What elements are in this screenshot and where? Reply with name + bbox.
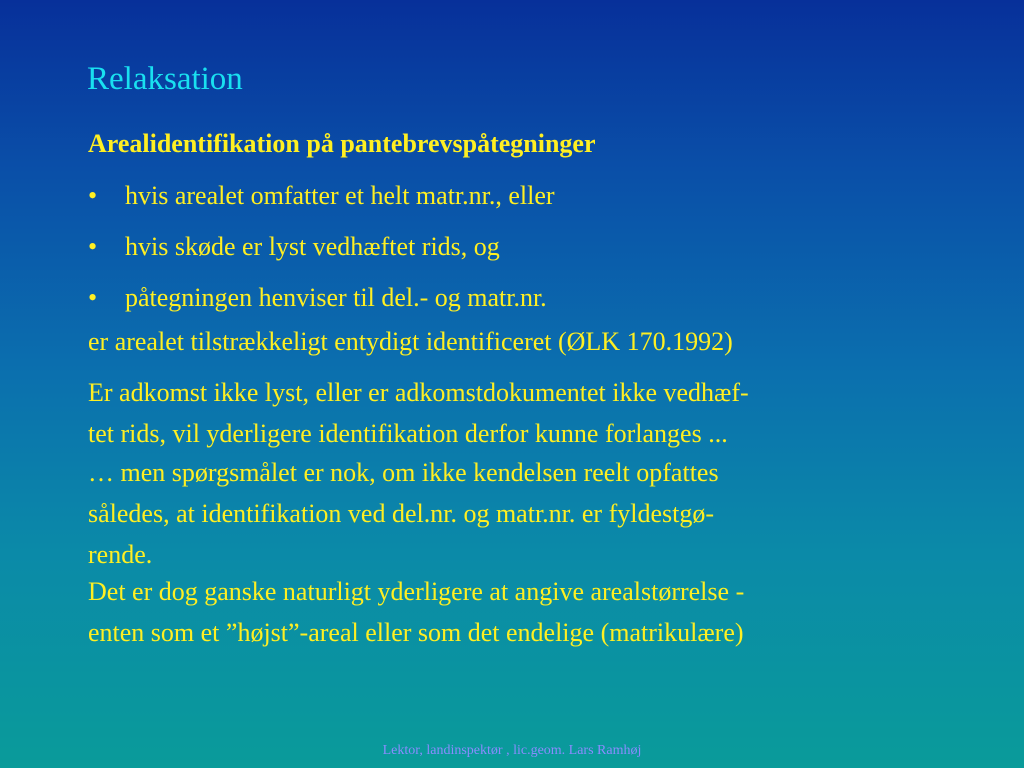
area-size-paragraph xyxy=(88,571,988,653)
bullet-text: hvis skøde er lyst vedhæftet rids, og xyxy=(125,232,500,261)
slide-title: Relaksation xyxy=(87,61,243,97)
bullet-text: hvis arealet omfatter et helt matr.nr., eller xyxy=(125,181,555,210)
slide-subtitle: Arealidentifikation på pantebrevspåtegninger xyxy=(88,129,596,158)
paragraph-line: Er adkomst ikke lyst, eller er adkomstdokumentet ikke vedhæf- xyxy=(88,378,749,407)
paragraph-line: således, at identifikation ved del.nr. og matr.nr. er fyldestgø- xyxy=(88,499,715,528)
paragraph-line: … men spørgsmålet er nok, om ikke kendelsen reelt opfattes xyxy=(88,458,719,487)
slide-footer: Lektor, landinspektør , lic.geom. Lars Ramhøj xyxy=(382,743,642,758)
conclusion-paragraph: er arealet tilstrækkeligt entydigt identificeret (ØLK 170.1992) xyxy=(88,327,733,356)
bullet-text: påtegningen henviser til del.- og matr.nr. xyxy=(125,283,547,312)
paragraph-line: enten som et ”højst”-areal eller som det endelige (matrikulære) xyxy=(88,618,744,647)
paragraph-line: Det er dog ganske naturligt yderligere at angive arealstørrelse - xyxy=(88,577,745,606)
bullet-marker: • xyxy=(88,181,98,210)
bullet-marker: • xyxy=(88,232,98,261)
paragraph-line: tet rids, vil yderligere identifikation derfor kunne forlanges ... xyxy=(88,419,728,448)
bullet-marker: • xyxy=(88,283,98,312)
paragraph-line: rende. xyxy=(88,540,153,569)
question-paragraph xyxy=(88,452,988,575)
adkomst-paragraph xyxy=(88,372,988,454)
